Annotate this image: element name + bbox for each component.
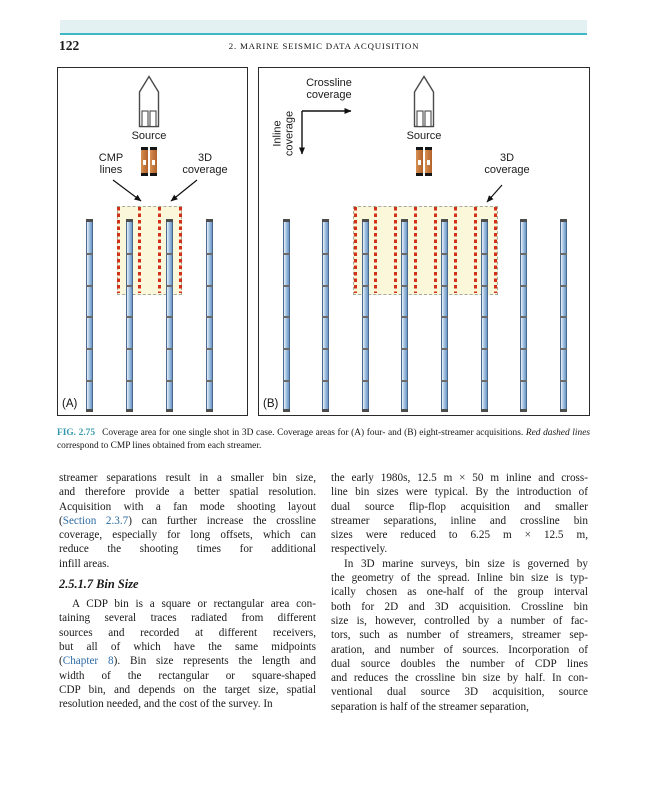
streamer-segment-mark — [86, 285, 93, 287]
page-number: 122 — [59, 38, 80, 53]
text-column-right — [331, 471, 588, 714]
streamer — [206, 219, 213, 412]
streamer-top-cap — [283, 219, 290, 222]
streamer — [401, 219, 408, 412]
text-line: size is, however, controlled by a number of fac- — [331, 614, 588, 627]
figure-caption — [57, 427, 590, 453]
streamer-segment-mark — [560, 285, 567, 287]
streamer-bottom-cap — [206, 409, 213, 412]
text-column-left — [59, 471, 316, 711]
streamer-top-cap — [401, 219, 408, 222]
streamer-segment-mark — [283, 380, 290, 382]
text-segment: Red dashed lines — [525, 428, 591, 438]
source-label: Source — [131, 130, 167, 142]
streamer-segment-mark — [520, 285, 527, 287]
streamer-top-cap — [166, 219, 173, 222]
streamer-segment-mark — [401, 380, 408, 382]
source-array-icon — [150, 147, 157, 176]
text-line: the geometry of the spread. Inline bin size is typ- — [331, 572, 588, 585]
text-line: respectively. — [331, 543, 388, 556]
header-band — [60, 20, 587, 35]
text-line: coverage, especially for long offsets, which can — [59, 529, 316, 542]
streamer-top-cap — [322, 219, 329, 222]
cmp-line — [414, 207, 417, 293]
text-line: separation is half of the streamer separation, — [331, 700, 529, 713]
streamer-segment-mark — [560, 316, 567, 318]
streamer-segment-mark — [283, 348, 290, 350]
streamer-top-cap — [520, 219, 527, 222]
cmp-lines-arrow — [113, 180, 141, 201]
text-line: resolution needed, and the cost of the survey. In — [59, 698, 273, 711]
coverage-arrow — [487, 185, 502, 202]
streamer-segment-mark — [166, 316, 173, 318]
streamer-segment-mark — [126, 380, 133, 382]
streamer-segment-mark — [481, 348, 488, 350]
streamer-segment-mark — [283, 285, 290, 287]
streamer-segment-mark — [520, 348, 527, 350]
running-head: 2. MARINE SEISMIC DATA ACQUISITION — [228, 41, 420, 51]
streamer-segment-mark — [481, 316, 488, 318]
cmp-line — [454, 207, 457, 293]
streamer-top-cap — [560, 219, 567, 222]
section-2-3-7-link[interactable]: Section 2.3.7 — [62, 514, 129, 527]
text-line: but all of which have the same midpoints — [59, 640, 316, 653]
figure-panel-a — [57, 67, 248, 416]
text-line: line bin sizes were typical. By the introduction of — [331, 486, 588, 499]
streamer — [520, 219, 527, 412]
text-line: A CDP bin is a square or rectangular area con- — [72, 598, 316, 611]
streamer-segment-mark — [441, 285, 448, 287]
text-line: the early 1980s, 12.5 m × 50 m inline and cross- — [331, 472, 588, 484]
streamer-segment-mark — [166, 285, 173, 287]
coverage-label: 3D coverage — [484, 152, 530, 176]
streamer-top-cap — [362, 219, 369, 222]
survey-vessel-icon — [138, 75, 160, 128]
streamer-segment-mark — [126, 316, 133, 318]
streamer-segment-mark — [206, 316, 213, 318]
streamer-segment-mark — [206, 253, 213, 255]
cmp-line — [179, 207, 182, 293]
text-line — [59, 514, 316, 528]
chapter-8-link[interactable]: Chapter 8 — [62, 655, 114, 668]
cmp-line — [494, 207, 497, 293]
coverage-arrow — [171, 180, 197, 201]
cmp-line — [158, 207, 161, 293]
streamer-bottom-cap — [520, 409, 527, 412]
cmp-line — [354, 207, 357, 293]
source-array-icon — [425, 147, 432, 176]
source-label: Source — [406, 130, 442, 142]
text-line: infill areas. — [59, 557, 110, 570]
streamer-segment-mark — [520, 253, 527, 255]
cmp-lines-label: CMP lines — [98, 152, 124, 176]
text-line: width of the rectangular or square-shaped — [59, 669, 316, 682]
text-line: taining several traces radiated from different — [59, 612, 316, 625]
streamer — [166, 219, 173, 412]
streamer-segment-mark — [322, 285, 329, 287]
streamer — [441, 219, 448, 412]
cmp-line — [138, 207, 141, 293]
text-line: reduce the shooting times for additional — [59, 543, 316, 556]
streamer-segment-mark — [481, 380, 488, 382]
source-array-icon — [416, 147, 423, 176]
cmp-line — [374, 207, 377, 293]
streamer-segment-mark — [126, 348, 133, 350]
streamer-segment-mark — [126, 285, 133, 287]
text-segment: ( — [59, 514, 63, 527]
survey-vessel-icon — [413, 75, 435, 128]
streamer-segment-mark — [362, 380, 369, 382]
streamer-segment-mark — [86, 348, 93, 350]
text-segment: correspond to CMP lines obtained from each streamer. — [57, 441, 262, 452]
streamer-segment-mark — [401, 348, 408, 350]
text-line: and reduces the crossline bin size by half. In con- — [331, 672, 588, 685]
streamer-segment-mark — [166, 380, 173, 382]
text-segment: ). Bin size represents the length and — [113, 655, 316, 668]
streamer-segment-mark — [481, 285, 488, 287]
figure-panel-b — [258, 67, 590, 416]
streamer-segment-mark — [206, 285, 213, 287]
streamer — [322, 219, 329, 412]
streamer-segment-mark — [322, 253, 329, 255]
text-segment: ( — [59, 655, 63, 668]
streamer-segment-mark — [362, 253, 369, 255]
streamer-segment-mark — [86, 316, 93, 318]
text-line: and therefore provide a better spatial resolution. — [59, 486, 316, 499]
streamer-segment-mark — [166, 253, 173, 255]
streamer-segment-mark — [206, 380, 213, 382]
streamer-segment-mark — [560, 380, 567, 382]
cmp-line — [394, 207, 397, 293]
streamer-bottom-cap — [362, 409, 369, 412]
streamer-segment-mark — [322, 380, 329, 382]
streamer-segment-mark — [86, 380, 93, 382]
streamer-segment-mark — [322, 316, 329, 318]
coverage-label: 3D coverage — [182, 152, 228, 176]
text-line: streamer separations, inline and crossline bin — [331, 514, 588, 527]
streamer-segment-mark — [322, 348, 329, 350]
streamer-segment-mark — [86, 253, 93, 255]
cmp-line — [434, 207, 437, 293]
text-line: In 3D marine surveys, bin size is governed by — [344, 557, 588, 570]
streamer-segment-mark — [441, 253, 448, 255]
text-line: Acquisition with a fan mode shooting layout — [59, 500, 316, 513]
streamer-bottom-cap — [86, 409, 93, 412]
panel-letter: (B) — [263, 398, 279, 410]
streamer — [362, 219, 369, 412]
streamer — [126, 219, 133, 412]
streamer-top-cap — [206, 219, 213, 222]
figure-label: FIG. 2.75 — [57, 428, 96, 438]
streamer-segment-mark — [481, 253, 488, 255]
streamer — [86, 219, 93, 412]
streamer-segment-mark — [441, 380, 448, 382]
streamer — [481, 219, 488, 412]
panel-letter: (A) — [62, 398, 78, 410]
streamer-segment-mark — [560, 253, 567, 255]
streamer-segment-mark — [206, 348, 213, 350]
streamer-segment-mark — [401, 316, 408, 318]
cmp-line — [474, 207, 477, 293]
text-line: both for 2D and 3D acquisition. Crossline bin — [331, 600, 588, 613]
text-line: sizes were reduced to 6.25 m × 12.5 m, — [331, 529, 588, 542]
streamer-top-cap — [441, 219, 448, 222]
cmp-line — [117, 207, 120, 293]
streamer-segment-mark — [441, 316, 448, 318]
streamer-bottom-cap — [126, 409, 133, 412]
streamer-segment-mark — [441, 348, 448, 350]
streamer-segment-mark — [362, 316, 369, 318]
inline-coverage-label: Inline coverage — [271, 110, 295, 157]
streamer-segment-mark — [166, 348, 173, 350]
text-line: dual source flip-flop acquisition and smaller — [331, 500, 588, 513]
streamer-bottom-cap — [481, 409, 488, 412]
streamer-bottom-cap — [322, 409, 329, 412]
streamer — [283, 219, 290, 412]
text-line: ically chosen as one-half of the group interval — [331, 586, 588, 599]
streamer — [560, 219, 567, 412]
streamer-top-cap — [86, 219, 93, 222]
streamer-segment-mark — [362, 285, 369, 287]
text-line: sources and recorded at different receivers, — [59, 626, 316, 639]
streamer-top-cap — [126, 219, 133, 222]
streamer-segment-mark — [520, 380, 527, 382]
streamer-bottom-cap — [401, 409, 408, 412]
text-line: streamer separations result in a smaller bin size, — [59, 472, 316, 484]
text-segment: Coverage area for one single shot in 3D case. Coverage areas for (A) four- and (B) eight-streamer acquisitions. — [102, 428, 526, 438]
text-line: aration, and number of sources. Incorporation of — [331, 643, 588, 656]
streamer-segment-mark — [283, 316, 290, 318]
streamer-bottom-cap — [166, 409, 173, 412]
streamer-bottom-cap — [560, 409, 567, 412]
streamer-segment-mark — [560, 348, 567, 350]
text-line: tors, such as number of streamers, streamer sep- — [331, 629, 588, 642]
text-line: CDP bin, and depends on the target size, spatial — [59, 683, 316, 696]
text-line — [59, 654, 316, 668]
source-array-icon — [141, 147, 148, 176]
text-line: ventional dual source 3D acquisition, source — [331, 686, 588, 699]
streamer-bottom-cap — [441, 409, 448, 412]
streamer-segment-mark — [126, 253, 133, 255]
text-segment: ) can further increase the crossline — [128, 514, 316, 527]
streamer-bottom-cap — [283, 409, 290, 412]
streamer-segment-mark — [362, 348, 369, 350]
streamer-top-cap — [481, 219, 488, 222]
streamer-segment-mark — [401, 285, 408, 287]
streamer-segment-mark — [401, 253, 408, 255]
streamer-segment-mark — [520, 316, 527, 318]
text-line: dual source doubles the number of CDP lines — [331, 657, 588, 670]
section-heading: 2.5.1.7 Bin Size — [59, 577, 139, 592]
crossline-coverage-label: Crossline coverage — [306, 77, 352, 101]
streamer-segment-mark — [283, 253, 290, 255]
